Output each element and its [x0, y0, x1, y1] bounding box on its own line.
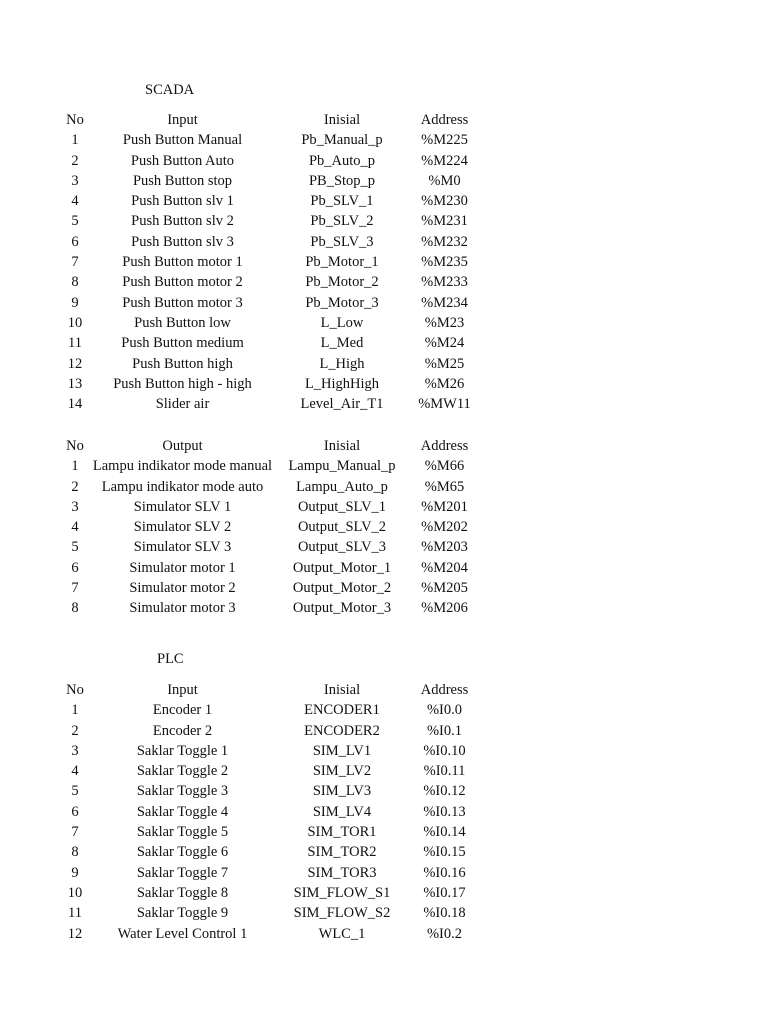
- cell-no: 4: [71, 193, 79, 210]
- header-inisial: Inisial: [323, 438, 361, 454]
- table-row: [60, 252, 480, 272]
- cell-address: %I0.15: [423, 844, 466, 861]
- cell-no: 8: [71, 844, 79, 861]
- cell-no: 10: [67, 314, 83, 331]
- cell-address: %M235: [421, 254, 468, 271]
- table-row: [60, 394, 480, 414]
- cell-address: %M66: [424, 458, 465, 475]
- header-inisial: Inisial: [323, 112, 361, 128]
- cell-no: 9: [71, 864, 79, 881]
- table-row: [60, 598, 480, 618]
- cell-name: Push Button Auto: [130, 152, 235, 169]
- cell-inisial: SIM_FLOW_S1: [293, 884, 391, 901]
- cell-address: %I0.13: [423, 803, 466, 820]
- cell-inisial: Pb_Motor_3: [305, 294, 379, 311]
- cell-name: Saklar Toggle 9: [136, 905, 229, 922]
- cell-address: %I0.17: [423, 884, 466, 901]
- table-row: [60, 171, 480, 191]
- cell-address: %M233: [421, 274, 468, 291]
- cell-no: 11: [68, 905, 82, 922]
- cell-address: %M203: [421, 539, 468, 556]
- cell-no: 2: [71, 478, 79, 495]
- cell-inisial: SIM_TOR3: [307, 864, 377, 881]
- cell-address: %I0.0: [426, 702, 463, 719]
- cell-inisial: SIM_LV1: [312, 742, 372, 759]
- cell-inisial: Pb_SLV_3: [310, 233, 374, 250]
- cell-inisial: L_Low: [320, 314, 364, 331]
- header-name: Output: [162, 438, 203, 454]
- plc-section-title: PLC: [157, 651, 184, 667]
- cell-name: Push Button stop: [132, 172, 233, 189]
- cell-no: 14: [67, 396, 83, 413]
- cell-name: Saklar Toggle 6: [136, 844, 229, 861]
- table-row: [60, 883, 480, 903]
- cell-inisial: L_HighHigh: [304, 375, 380, 392]
- cell-inisial: Pb_SLV_1: [310, 193, 374, 210]
- cell-address: %MW11: [418, 396, 471, 413]
- cell-no: 3: [71, 742, 79, 759]
- cell-name: Push Button Manual: [122, 132, 243, 149]
- cell-name: Water Level Control 1: [117, 925, 248, 942]
- table-header-row: [60, 680, 480, 700]
- cell-name: Slider air: [155, 396, 210, 413]
- cell-inisial: SIM_TOR2: [307, 844, 377, 861]
- cell-inisial: SIM_LV2: [312, 763, 372, 780]
- table-row: [60, 924, 480, 944]
- header-name: Input: [167, 682, 198, 698]
- cell-inisial: SIM_LV4: [312, 803, 372, 820]
- cell-inisial: Pb_Manual_p: [301, 132, 383, 149]
- cell-no: 9: [71, 294, 79, 311]
- cell-no: 4: [71, 763, 79, 780]
- cell-no: 3: [71, 172, 79, 189]
- table-row: [60, 313, 480, 333]
- cell-address: %M204: [421, 559, 468, 576]
- cell-no: 7: [71, 580, 79, 597]
- cell-name: Encoder 2: [152, 722, 213, 739]
- cell-inisial: ENCODER1: [304, 702, 380, 719]
- cell-address: %M234: [421, 294, 468, 311]
- table-row: [60, 333, 480, 353]
- cell-inisial: WLC_1: [318, 925, 366, 942]
- header-name: Input: [167, 112, 198, 128]
- cell-inisial: Output_Motor_3: [292, 600, 392, 617]
- header-address: Address: [420, 112, 469, 128]
- cell-name: Push Button motor 3: [122, 294, 243, 311]
- cell-address: %M26: [424, 375, 465, 392]
- cell-address: %M224: [421, 152, 468, 169]
- cell-name: Push Button medium: [121, 335, 244, 352]
- cell-address: %M0: [428, 172, 461, 189]
- cell-no: 3: [71, 498, 79, 515]
- table-header-row: [60, 110, 480, 130]
- table-row: [60, 354, 480, 374]
- cell-name: Saklar Toggle 4: [136, 803, 229, 820]
- table-row: [60, 802, 480, 822]
- table-row: [60, 903, 480, 923]
- cell-name: Encoder 1: [152, 702, 213, 719]
- cell-name: Saklar Toggle 7: [136, 864, 229, 881]
- cell-no: 2: [71, 722, 79, 739]
- cell-address: %I0.18: [423, 905, 466, 922]
- header-inisial: Inisial: [323, 682, 361, 698]
- header-no: No: [66, 682, 84, 698]
- table-header-row: [60, 436, 480, 456]
- cell-no: 2: [71, 152, 79, 169]
- cell-name: Simulator SLV 3: [133, 539, 232, 556]
- cell-name: Simulator motor 2: [129, 580, 236, 597]
- cell-no: 4: [71, 519, 79, 536]
- cell-no: 7: [71, 824, 79, 841]
- cell-no: 8: [71, 274, 79, 291]
- cell-no: 6: [71, 233, 79, 250]
- cell-name: Simulator motor 1: [129, 559, 236, 576]
- cell-name: Push Button motor 1: [122, 254, 243, 271]
- cell-no: 6: [71, 559, 79, 576]
- table-row: [60, 863, 480, 883]
- cell-name: Push Button low: [134, 314, 231, 331]
- table-row: [60, 374, 480, 394]
- cell-address: %M23: [424, 314, 465, 331]
- cell-no: 12: [67, 925, 83, 942]
- header-no: No: [66, 438, 84, 454]
- header-no: No: [66, 112, 84, 128]
- table-row: [60, 151, 480, 171]
- cell-inisial: Pb_Motor_1: [305, 254, 379, 271]
- cell-inisial: ENCODER2: [304, 722, 380, 739]
- table-row: [60, 232, 480, 252]
- cell-address: %M230: [421, 193, 468, 210]
- cell-inisial: Pb_SLV_2: [310, 213, 374, 230]
- cell-name: Saklar Toggle 1: [136, 742, 229, 759]
- cell-address: %I0.2: [426, 925, 463, 942]
- cell-no: 5: [71, 539, 79, 556]
- cell-address: %M25: [424, 355, 465, 372]
- table-row: [60, 130, 480, 150]
- cell-name: Simulator SLV 1: [133, 498, 232, 515]
- cell-address: %M65: [424, 478, 465, 495]
- table-row: [60, 822, 480, 842]
- scada-section-title: SCADA: [145, 82, 195, 98]
- table-row: [60, 477, 480, 497]
- header-address: Address: [420, 682, 469, 698]
- scada-input-table: [60, 110, 480, 414]
- cell-inisial: SIM_LV3: [312, 783, 372, 800]
- header-address: Address: [420, 438, 469, 454]
- cell-address: %I0.12: [423, 783, 466, 800]
- table-row: [60, 517, 480, 537]
- cell-no: 7: [71, 254, 79, 271]
- plc-input-table: [60, 680, 480, 944]
- table-row: [60, 761, 480, 781]
- table-row: [60, 497, 480, 517]
- cell-inisial: SIM_FLOW_S2: [293, 905, 391, 922]
- table-row: [60, 781, 480, 801]
- cell-no: 1: [71, 132, 79, 149]
- cell-address: %I0.11: [423, 763, 466, 780]
- cell-inisial: Level_Air_T1: [300, 396, 384, 413]
- cell-name: Saklar Toggle 8: [136, 884, 229, 901]
- table-row: [60, 578, 480, 598]
- cell-address: %M232: [421, 233, 468, 250]
- cell-address: %M201: [421, 498, 468, 515]
- cell-no: 10: [67, 884, 83, 901]
- cell-name: Lampu indikator mode auto: [101, 478, 264, 495]
- cell-name: Push Button high: [132, 355, 233, 372]
- table-row: [60, 456, 480, 476]
- cell-inisial: Lampu_Manual_p: [288, 458, 396, 475]
- cell-no: 5: [71, 783, 79, 800]
- cell-no: 11: [68, 335, 82, 352]
- cell-address: %I0.14: [423, 824, 466, 841]
- cell-no: 1: [71, 702, 79, 719]
- cell-inisial: Output_SLV_3: [297, 539, 387, 556]
- cell-inisial: Output_SLV_2: [297, 519, 387, 536]
- cell-name: Push Button high - high: [113, 375, 252, 392]
- cell-inisial: L_High: [319, 355, 365, 372]
- cell-no: 12: [67, 355, 83, 372]
- cell-address: %I0.16: [423, 864, 466, 881]
- scada-output-table: [60, 436, 480, 619]
- cell-name: Push Button slv 2: [131, 213, 234, 230]
- cell-address: %M225: [421, 132, 468, 149]
- cell-name: Simulator SLV 2: [133, 519, 232, 536]
- cell-address: %M205: [421, 580, 468, 597]
- cell-inisial: Output_Motor_2: [292, 580, 392, 597]
- cell-name: Saklar Toggle 2: [136, 763, 229, 780]
- cell-inisial: Output_Motor_1: [292, 559, 392, 576]
- cell-inisial: SIM_TOR1: [307, 824, 377, 841]
- cell-inisial: Lampu_Auto_p: [296, 478, 388, 495]
- cell-name: Lampu indikator mode manual: [92, 458, 273, 475]
- cell-name: Simulator motor 3: [129, 600, 236, 617]
- cell-inisial: PB_Stop_p: [308, 172, 376, 189]
- cell-address: %M24: [424, 335, 465, 352]
- cell-inisial: Pb_Auto_p: [308, 152, 376, 169]
- cell-no: 1: [71, 458, 79, 475]
- cell-name: Push Button slv 3: [131, 233, 234, 250]
- table-row: [60, 700, 480, 720]
- cell-address: %M231: [421, 213, 468, 230]
- cell-name: Push Button motor 2: [122, 274, 243, 291]
- cell-no: 6: [71, 803, 79, 820]
- cell-name: Saklar Toggle 5: [136, 824, 229, 841]
- table-row: [60, 191, 480, 211]
- cell-inisial: Pb_Motor_2: [305, 274, 379, 291]
- table-row: [60, 211, 480, 231]
- cell-name: Saklar Toggle 3: [136, 783, 229, 800]
- cell-inisial: L_Med: [320, 335, 364, 352]
- table-row: [60, 842, 480, 862]
- cell-inisial: Output_SLV_1: [297, 498, 387, 515]
- cell-address: %I0.1: [426, 722, 463, 739]
- cell-no: 8: [71, 600, 79, 617]
- cell-no: 13: [67, 375, 83, 392]
- cell-address: %M202: [421, 519, 468, 536]
- table-row: [60, 721, 480, 741]
- table-row: [60, 741, 480, 761]
- cell-address: %M206: [421, 600, 468, 617]
- cell-address: %I0.10: [423, 742, 466, 759]
- cell-no: 5: [71, 213, 79, 230]
- table-row: [60, 272, 480, 292]
- cell-name: Push Button slv 1: [131, 193, 234, 210]
- table-row: [60, 293, 480, 313]
- table-row: [60, 558, 480, 578]
- table-row: [60, 537, 480, 557]
